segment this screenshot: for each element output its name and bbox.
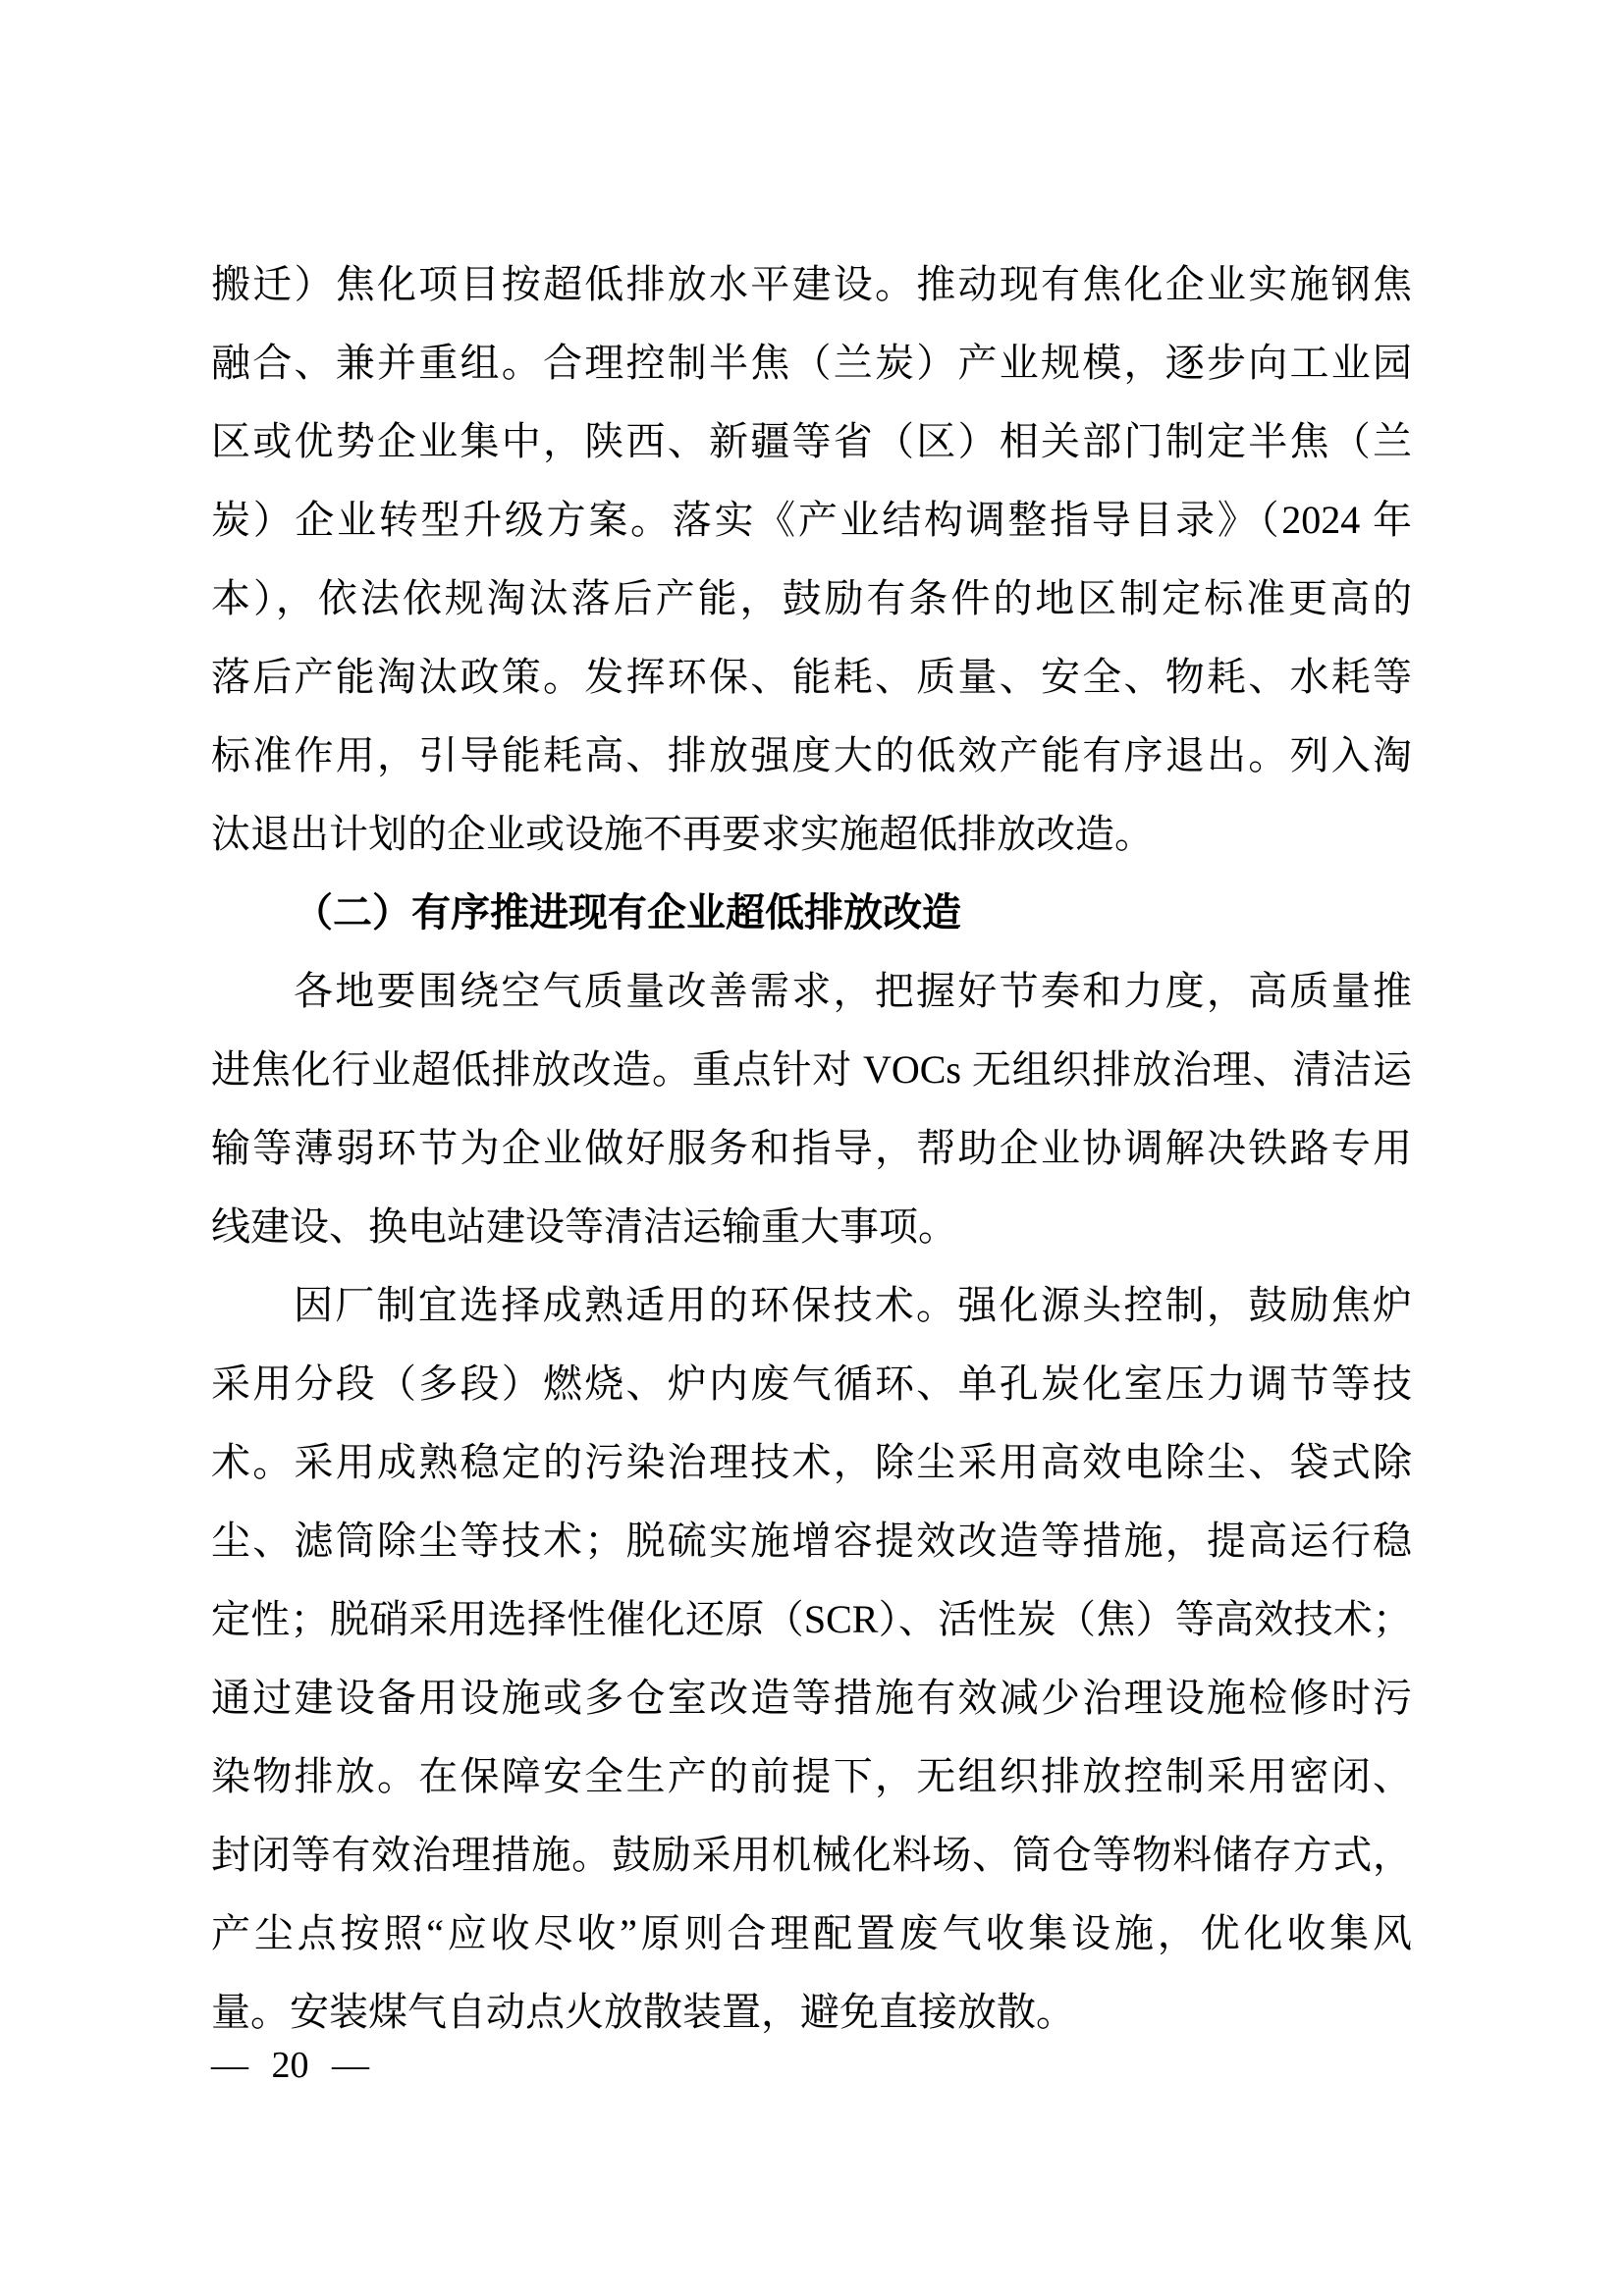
body-line: 尘、滤筒除尘等技术；脱硫实施增容提效改造等措施，提高运行稳 [211,1519,1412,1563]
body-line: 标准作用，引导能耗高、排放强度大的低效产能有序退出。列入淘 [211,733,1412,777]
body-line: 搬迁）焦化项目按超低排放水平建设。推动现有焦化企业实施钢焦 [211,262,1412,306]
body-line: 本），依法依规淘汰落后产能，鼓励有条件的地区制定标准更高的 [211,576,1412,620]
body-line: 落后产能淘汰政策。发挥环保、能耗、质量、安全、物耗、水耗等 [211,655,1412,699]
body-line: 汰退出计划的企业或设施不再要求实施超低排放改造。 [211,812,1154,856]
paragraph-continuation [211,245,1412,874]
body-line: 量。安装煤气自动点火放散装置，避免直接放散。 [211,1990,1075,2034]
body-line: 定性；脱硝采用选择性催化还原（SCR）、活性炭（焦）等高效技术； [211,1597,1412,1641]
body-line: 封闭等有效治理措施。鼓励采用机械化料场、筒仓等物料储存方式， [211,1833,1412,1877]
body-line: 术。采用成熟稳定的污染治理技术，除尘采用高效电除尘、袋式除 [211,1440,1412,1484]
body-line: 输等薄弱环节为企业做好服务和指导，帮助企业协调解决铁路专用 [211,1126,1412,1170]
body-line: 因厂制宜选择成熟适用的环保技术。强化源头控制，鼓励焦炉 [294,1283,1412,1327]
body-line: 染物排放。在保障安全生产的前提下，无组织排放控制采用密闭、 [211,1754,1412,1798]
body-line: 产尘点按照“应收尽收”原则合理配置废气收集设施，优化收集风 [211,1911,1412,1955]
paragraph-technology [211,1266,1412,2052]
body-line: 通过建设备用设施或多仓室改造等措施有效减少治理设施检修时污 [211,1676,1412,1720]
text-block [211,245,1412,2052]
body-line: 区或优势企业集中，陕西、新疆等省（区）相关部门制定半焦（兰 [211,419,1412,463]
body-line: 进焦化行业超低排放改造。重点针对 VOCs 无组织排放治理、清洁运 [211,1047,1412,1092]
paragraph-retrofit [211,952,1412,1266]
body-line: 线建设、换电站建设等清洁运输重大事项。 [211,1204,957,1249]
body-line: 融合、兼并重组。合理控制半焦（兰炭）产业规模，逐步向工业园 [211,341,1412,385]
page-number: — 20 — [211,2045,369,2086]
section-heading: （二）有序推进现有企业超低排放改造 [294,890,961,934]
body-line: 炭）企业转型升级方案。落实《产业结构调整指导目录》（2024 年 [211,498,1412,542]
body-line: 各地要围绕空气质量改善需求，把握好节奏和力度，高质量推 [294,969,1412,1013]
body-line: 采用分段（多段）燃烧、炉内废气循环、单孔炭化室压力调节等技 [211,1362,1412,1406]
